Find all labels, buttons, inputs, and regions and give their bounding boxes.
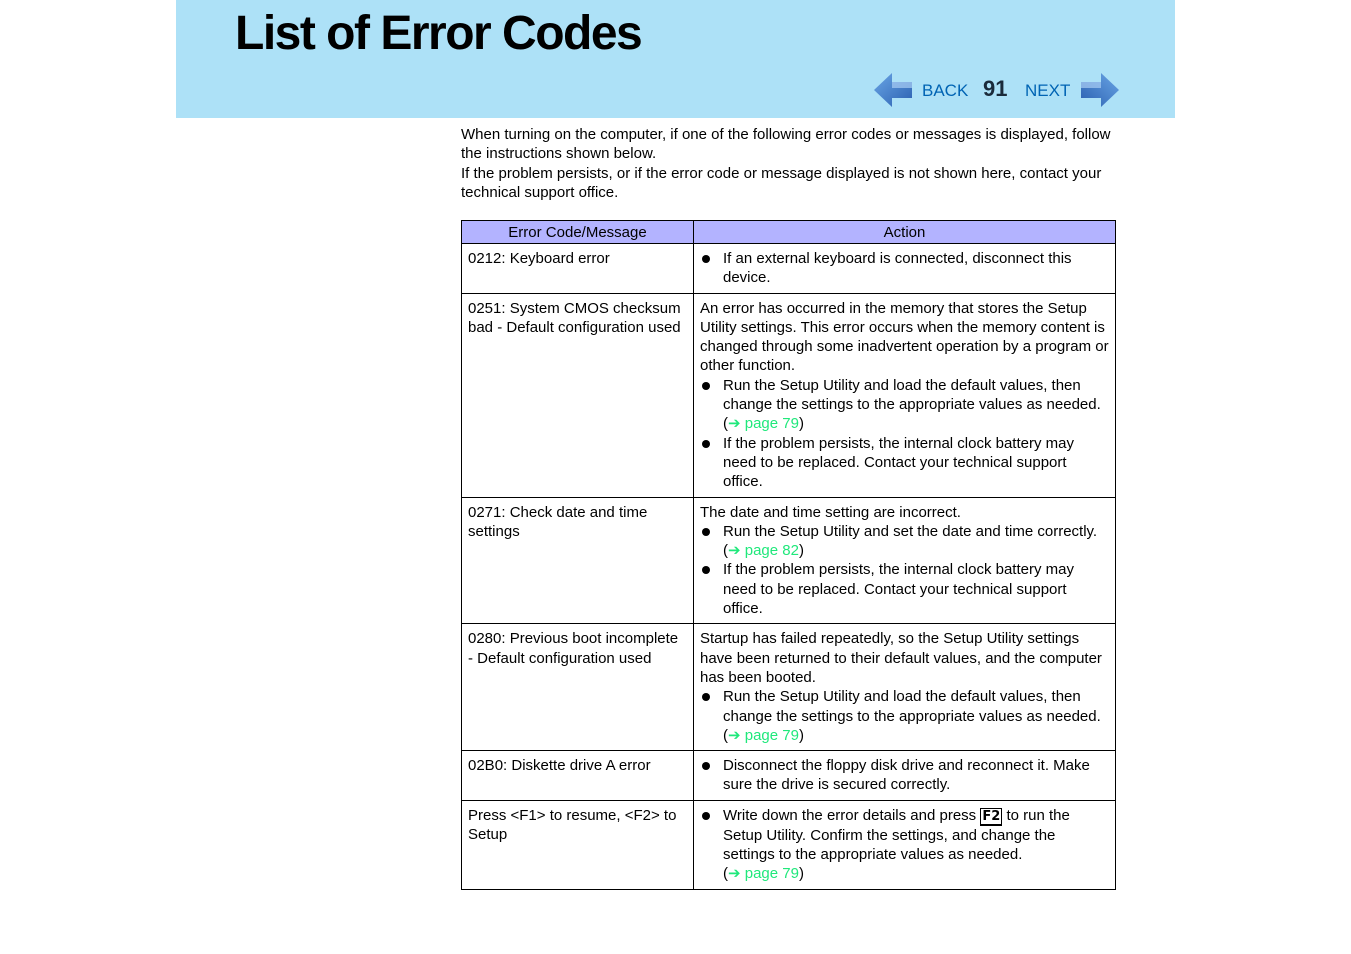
error-code-cell: 02B0: Diskette drive A error xyxy=(462,751,694,801)
bullet-text: Run the Setup Utility and load the default values, then change the settings to the appropriate values as needed. ( xyxy=(723,376,1101,433)
page-header xyxy=(176,0,1175,118)
open-paren: ( xyxy=(723,865,728,883)
error-code-table xyxy=(461,220,1116,890)
action-bullet: If an external keyboard is connected, disconnect this device. xyxy=(700,249,1109,288)
error-code-cell: 0251: System CMOS checksum bad - Default configuration used xyxy=(462,293,694,497)
page-navigation xyxy=(874,72,1119,110)
action-bullet xyxy=(700,522,1109,561)
action-bullet xyxy=(700,806,1109,884)
action-bullet: If the problem persists, the internal clock battery may need to be replaced. Contact your technical support office. xyxy=(700,560,1109,618)
action-bullet xyxy=(700,687,1109,745)
error-code-cell: 0280: Previous boot incomplete - Default configuration used xyxy=(462,624,694,751)
f2-key-icon: F2 xyxy=(982,808,1001,824)
bullet-text: to run the Setup Utility. Confirm the settings, and change the settings to the appropriate values as needed. xyxy=(723,806,1070,864)
table-row xyxy=(462,751,1116,801)
action-description: Startup has failed repeatedly, so the Setup Utility settings have been returned to their default values, and the computer has been booted. xyxy=(700,630,1102,686)
bullet-text: Write down the error details and press xyxy=(723,806,981,824)
action-description: An error has occurred in the memory that stores the Setup Utility settings. This error occurs when the memory content is changed through some inadvertent operation by a program or other function. xyxy=(700,299,1109,375)
error-code-cell: Press <F1> to resume, <F2> to Setup xyxy=(462,800,694,889)
bullet-text: Run the Setup Utility and set the date and time correctly. ( xyxy=(723,522,1098,560)
action-cell xyxy=(694,244,1116,294)
page-link[interactable]: ➔ page 79 xyxy=(728,415,799,433)
action-description: The date and time setting are incorrect. xyxy=(700,503,961,521)
next-arrow-icon[interactable] xyxy=(1079,72,1119,108)
page-link[interactable]: ➔ page 79 xyxy=(728,726,799,744)
action-cell xyxy=(694,751,1116,801)
action-cell xyxy=(694,624,1116,751)
action-bullet: If the problem persists, the internal clock battery may need to be replaced. Contact your technical support office. xyxy=(700,434,1109,492)
action-cell xyxy=(694,293,1116,497)
action-bullet xyxy=(700,376,1109,434)
page-link[interactable]: ➔ page 79 xyxy=(728,865,799,883)
table-row xyxy=(462,293,1116,497)
close-paren: ) xyxy=(798,865,804,883)
page-link[interactable]: ➔ page 82 xyxy=(728,542,799,560)
table-header-row xyxy=(462,221,1116,244)
table-row xyxy=(462,800,1116,889)
back-arrow-icon[interactable] xyxy=(874,72,914,108)
table-row xyxy=(462,624,1116,751)
intro-paragraph: If the problem persists, or if the error code or message displayed is not shown here, contact your technical support office. xyxy=(461,164,1102,201)
back-link[interactable]: BACK xyxy=(922,81,969,100)
column-header-code: Error Code/Message xyxy=(462,221,694,244)
intro-text xyxy=(461,125,1121,202)
intro-paragraph: When turning on the computer, if one of the following error codes or messages is displayed, follow the instructions shown below. xyxy=(461,126,1111,163)
column-header-action: Action xyxy=(694,221,1116,244)
table-row xyxy=(462,244,1116,294)
action-bullet: Disconnect the floppy disk drive and reconnect it. Make sure the drive is secured correctly. xyxy=(700,756,1109,795)
error-code-cell: 0271: Check date and time settings xyxy=(462,497,694,624)
close-paren: ) xyxy=(798,542,804,560)
page-number: 91 xyxy=(983,76,1008,101)
table-row xyxy=(462,497,1116,624)
page-title: List of Error Codes xyxy=(235,7,642,60)
action-cell xyxy=(694,497,1116,624)
error-code-cell: 0212: Keyboard error xyxy=(462,244,694,294)
close-paren: ) xyxy=(798,415,804,433)
next-link[interactable]: NEXT xyxy=(1025,81,1071,100)
close-paren: ) xyxy=(798,726,804,744)
bullet-text: Run the Setup Utility and load the default values, then change the settings to the appropriate values as needed. ( xyxy=(723,688,1101,744)
action-cell xyxy=(694,800,1116,889)
